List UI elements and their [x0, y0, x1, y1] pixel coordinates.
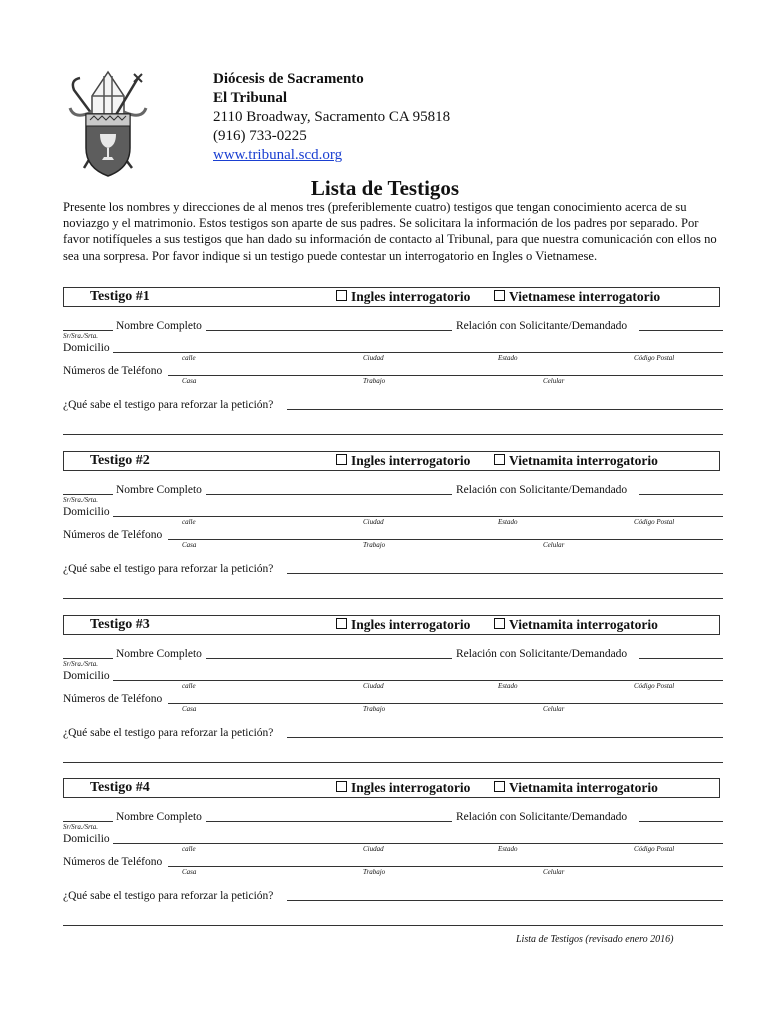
address-label: Domicilio	[63, 342, 110, 354]
vietnamese-option-label: Vietnamese interrogatorio	[509, 289, 661, 304]
witness-title: Testigo #1	[90, 289, 150, 304]
full-name-field[interactable]	[206, 494, 452, 495]
state-hint: Estado	[498, 845, 518, 853]
full-name-label: Nombre Completo	[116, 484, 202, 496]
english-option[interactable]	[336, 288, 470, 306]
website-link[interactable]: www.tribunal.scd.org	[213, 147, 343, 163]
witness-1-header	[63, 287, 720, 307]
page-title: Lista de Testigos	[310, 176, 460, 200]
knowledge-answer-field[interactable]	[287, 409, 723, 410]
zip-hint: Código Postal	[634, 682, 675, 690]
title-hint: Sr/Sra./Srta.	[63, 660, 99, 668]
vietnamese-checkbox[interactable]	[494, 290, 505, 301]
relation-label: Relación con Solicitante/Demandado	[456, 484, 628, 496]
knowledge-question-label: ¿Qué sabe el testigo para reforzar la petición?	[63, 563, 274, 575]
city-hint: Ciudad	[363, 518, 384, 526]
tribunal-name: El Tribunal	[213, 90, 288, 106]
witness-title: Testigo #3	[90, 617, 150, 632]
zip-hint: Código Postal	[634, 845, 675, 853]
address-label: Domicilio	[63, 833, 110, 845]
work-hint: Trabajo	[363, 705, 386, 713]
address-label: Domicilio	[63, 670, 110, 682]
knowledge-question-label: ¿Qué sabe el testigo para reforzar la petición?	[63, 399, 274, 411]
vietnamese-checkbox[interactable]	[494, 781, 505, 792]
home-hint: Casa	[182, 868, 197, 876]
city-hint: Ciudad	[363, 354, 384, 362]
address-field[interactable]	[113, 352, 723, 353]
vietnamese-option[interactable]	[494, 452, 658, 470]
vietnamese-option[interactable]	[494, 616, 658, 634]
vietnamese-option-label: Vietnamita interrogatorio	[509, 617, 658, 632]
vietnamese-option[interactable]	[494, 779, 658, 797]
title-blank[interactable]	[63, 658, 113, 659]
state-hint: Estado	[498, 354, 518, 362]
english-option-label: Ingles interrogatorio	[351, 453, 471, 468]
english-option-label: Ingles interrogatorio	[351, 780, 471, 795]
diocese-coat-of-arms-icon	[62, 68, 154, 180]
city-hint: Ciudad	[363, 845, 384, 853]
state-hint: Estado	[498, 518, 518, 526]
english-checkbox[interactable]	[336, 618, 347, 629]
title-hint: Sr/Sra./Srta.	[63, 823, 99, 831]
phone-field[interactable]	[168, 539, 723, 540]
vietnamese-option[interactable]	[494, 288, 660, 306]
relation-field[interactable]	[639, 330, 723, 331]
address-field[interactable]	[113, 843, 723, 844]
english-checkbox[interactable]	[336, 454, 347, 465]
diocese-header	[213, 70, 450, 165]
phone-label: Números de Teléfono	[63, 693, 163, 705]
work-hint: Trabajo	[363, 541, 386, 549]
street-hint: calle	[182, 518, 196, 526]
full-name-label: Nombre Completo	[116, 648, 202, 660]
knowledge-answer-field-line2[interactable]	[63, 434, 723, 435]
full-name-field[interactable]	[206, 658, 452, 659]
footer-note: Lista de Testigos (revisado enero 2016)	[516, 934, 674, 945]
title-blank[interactable]	[63, 330, 113, 331]
zip-hint: Código Postal	[634, 518, 675, 526]
knowledge-answer-field-line2[interactable]	[63, 925, 723, 926]
witness-4-header	[63, 778, 720, 798]
phone-field[interactable]	[168, 375, 723, 376]
knowledge-answer-field-line2[interactable]	[63, 598, 723, 599]
english-checkbox[interactable]	[336, 290, 347, 301]
english-option[interactable]	[336, 616, 470, 634]
vietnamese-option-label: Vietnamita interrogatorio	[509, 780, 658, 795]
witness-2-header	[63, 451, 720, 471]
relation-field[interactable]	[639, 821, 723, 822]
phone-field[interactable]	[168, 866, 723, 867]
cell-hint: Celular	[543, 705, 565, 713]
city-hint: Ciudad	[363, 682, 384, 690]
cell-hint: Celular	[543, 377, 565, 385]
state-hint: Estado	[498, 682, 518, 690]
full-name-label: Nombre Completo	[116, 320, 202, 332]
witness-title: Testigo #4	[90, 780, 150, 795]
phone-label: Números de Teléfono	[63, 856, 163, 868]
full-name-field[interactable]	[206, 330, 452, 331]
work-hint: Trabajo	[363, 377, 386, 385]
cell-hint: Celular	[543, 541, 565, 549]
home-hint: Casa	[182, 377, 197, 385]
english-option-label: Ingles interrogatorio	[351, 617, 471, 632]
relation-label: Relación con Solicitante/Demandado	[456, 320, 628, 332]
title-blank[interactable]	[63, 821, 113, 822]
knowledge-answer-field[interactable]	[287, 573, 723, 574]
english-checkbox[interactable]	[336, 781, 347, 792]
phone: (916) 733-0225	[213, 128, 307, 144]
full-name-label: Nombre Completo	[116, 811, 202, 823]
vietnamese-checkbox[interactable]	[494, 618, 505, 629]
knowledge-question-label: ¿Qué sabe el testigo para reforzar la petición?	[63, 890, 274, 902]
knowledge-question-label: ¿Qué sabe el testigo para reforzar la petición?	[63, 727, 274, 739]
title-hint: Sr/Sra./Srta.	[63, 496, 99, 504]
title-blank[interactable]	[63, 494, 113, 495]
diocese-name: Diócesis de Sacramento	[213, 71, 364, 87]
knowledge-answer-field[interactable]	[287, 737, 723, 738]
relation-label: Relación con Solicitante/Demandado	[456, 648, 628, 660]
relation-label: Relación con Solicitante/Demandado	[456, 811, 628, 823]
address: 2110 Broadway, Sacramento CA 95818	[213, 109, 451, 125]
cell-hint: Celular	[543, 868, 565, 876]
phone-label: Números de Teléfono	[63, 365, 163, 377]
knowledge-answer-field[interactable]	[287, 900, 723, 901]
home-hint: Casa	[182, 541, 197, 549]
full-name-field[interactable]	[206, 821, 452, 822]
address-field[interactable]	[113, 680, 723, 681]
relation-field[interactable]	[639, 658, 723, 659]
vietnamese-option-label: Vietnamita interrogatorio	[509, 453, 658, 468]
title-hint: Sr/Sra./Srta.	[63, 332, 99, 340]
street-hint: calle	[182, 845, 196, 853]
phone-field[interactable]	[168, 703, 723, 704]
witness-title: Testigo #2	[90, 453, 150, 468]
english-option[interactable]	[336, 779, 470, 797]
zip-hint: Código Postal	[634, 354, 675, 362]
home-hint: Casa	[182, 705, 197, 713]
vietnamese-checkbox[interactable]	[494, 454, 505, 465]
phone-label: Números de Teléfono	[63, 529, 163, 541]
street-hint: calle	[182, 354, 196, 362]
relation-field[interactable]	[639, 494, 723, 495]
instructions-paragraph: Presente los nombres y direcciones de al menos tres (preferiblemente cuatro) testigos que tengan conocimiento acerca de su noviazgo y el matrimonio. Estos testigos son aparte de sus padres. Se solicitara la información de los padres por separado. Por favor notifíqueles a sus testigos que han dado su información de contacto al Tribunal, para que nuestra comunicación con ellos no sea una sorpresa. Por favor indique si un testigo puede contestar un interrogatorio en Ingles o Vietnamese.	[63, 200, 717, 263]
address-field[interactable]	[113, 516, 723, 517]
work-hint: Trabajo	[363, 868, 386, 876]
address-label: Domicilio	[63, 506, 110, 518]
witness-3-header	[63, 615, 720, 635]
street-hint: calle	[182, 682, 196, 690]
english-option[interactable]	[336, 452, 470, 470]
english-option-label: Ingles interrogatorio	[351, 289, 471, 304]
knowledge-answer-field-line2[interactable]	[63, 762, 723, 763]
